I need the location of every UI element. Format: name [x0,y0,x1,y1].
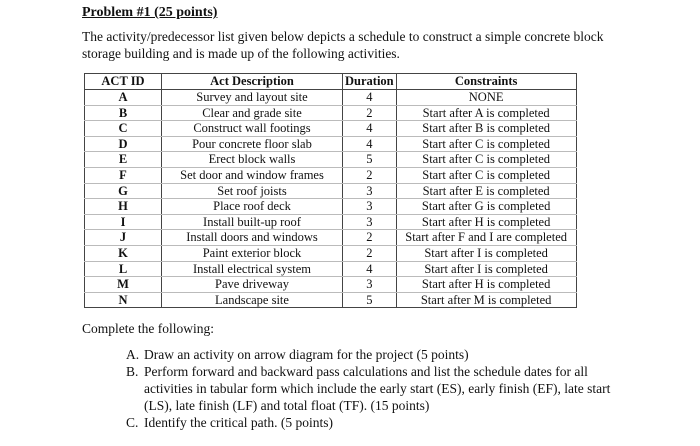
cell-act-id: C [85,121,162,137]
cell-act-id: B [85,105,162,121]
table-row [85,121,577,137]
table-row [85,261,577,277]
task-text: Identify the critical path. (5 points) [144,415,333,430]
header-act-id: ACT ID [85,74,162,90]
cell-act-id: N [85,292,162,308]
cell-duration: 2 [343,245,397,261]
table-row [85,167,577,183]
cell-act-id: I [85,214,162,230]
cell-act-id: M [85,277,162,293]
header-constraints: Constraints [396,74,576,90]
cell-duration: 4 [343,121,397,137]
cell-constraint: Start after C is completed [396,152,576,168]
cell-act-id: A [85,90,162,106]
cell-description: Paint exterior block [162,245,343,261]
cell-duration: 3 [343,277,397,293]
cell-description: Clear and grade site [162,105,343,121]
cell-duration: 2 [343,230,397,246]
cell-description: Place roof deck [162,199,343,215]
table-row [85,214,577,230]
cell-act-id: F [85,167,162,183]
header-description: Act Description [162,74,343,90]
cell-act-id: J [85,230,162,246]
cell-description: Construct wall footings [162,121,343,137]
cell-duration: 3 [343,214,397,230]
cell-constraint: Start after E is completed [396,183,576,199]
cell-constraint: Start after C is completed [396,167,576,183]
cell-act-id: H [85,199,162,215]
header-duration: Duration [343,74,397,90]
table-row [85,277,577,293]
cell-duration: 5 [343,292,397,308]
cell-constraint: Start after A is completed [396,105,576,121]
task-text: Perform forward and backward pass calculations and list the schedule dates for all activities in tabular form which include the early start (ES), early finish (EF), late start (LS), late finish (LF) and total float (TF). (15 points) [144,364,611,413]
cell-constraint: Start after C is completed [396,136,576,152]
cell-duration: 4 [343,136,397,152]
cell-description: Install electrical system [162,261,343,277]
cell-constraint: NONE [396,90,576,106]
cell-constraint: Start after B is completed [396,121,576,137]
cell-duration: 4 [343,261,397,277]
cell-description: Pave driveway [162,277,343,293]
cell-act-id: L [85,261,162,277]
table-row [85,90,577,106]
task-letter: B. [126,364,139,379]
cell-act-id: D [85,136,162,152]
task-item [126,363,626,414]
table-row [85,105,577,121]
cell-description: Erect block walls [162,152,343,168]
cell-description: Pour concrete floor slab [162,136,343,152]
problem-title: Problem #1 (25 points) [82,5,218,20]
table-row [85,199,577,215]
table-row [85,136,577,152]
cell-duration: 3 [343,183,397,199]
cell-constraint: Start after M is completed [396,292,576,308]
cell-constraint: Start after I is completed [396,261,576,277]
table-row [85,152,577,168]
cell-constraint: Start after H is completed [396,277,576,293]
tasks-heading: Complete the following: [82,321,214,336]
cell-description: Install built-up roof [162,214,343,230]
cell-description: Set roof joists [162,183,343,199]
task-text: Draw an activity on arrow diagram for the project (5 points) [144,347,469,362]
cell-description: Survey and layout site [162,90,343,106]
task-item [126,346,626,363]
task-list [126,346,626,431]
activity-table [84,73,577,308]
cell-act-id: K [85,245,162,261]
cell-description: Install doors and windows [162,230,343,246]
task-letter: C. [126,415,139,430]
table-header-row [85,74,577,90]
cell-act-id: G [85,183,162,199]
task-letter: A. [126,347,140,362]
cell-duration: 2 [343,167,397,183]
problem-intro: The activity/predecessor list given below depicts a schedule to construct a simple concrete block storage building and is made up of the following activities. [82,29,604,61]
cell-duration: 2 [343,105,397,121]
table-row [85,245,577,261]
cell-duration: 5 [343,152,397,168]
table-row [85,183,577,199]
table-row [85,230,577,246]
cell-act-id: E [85,152,162,168]
cell-duration: 3 [343,199,397,215]
cell-description: Landscape site [162,292,343,308]
cell-constraint: Start after I is completed [396,245,576,261]
cell-constraint: Start after F and I are completed [396,230,576,246]
cell-duration: 4 [343,90,397,106]
cell-description: Set door and window frames [162,167,343,183]
task-item [126,414,626,431]
cell-constraint: Start after H is completed [396,214,576,230]
table-row [85,292,577,308]
cell-constraint: Start after G is completed [396,199,576,215]
